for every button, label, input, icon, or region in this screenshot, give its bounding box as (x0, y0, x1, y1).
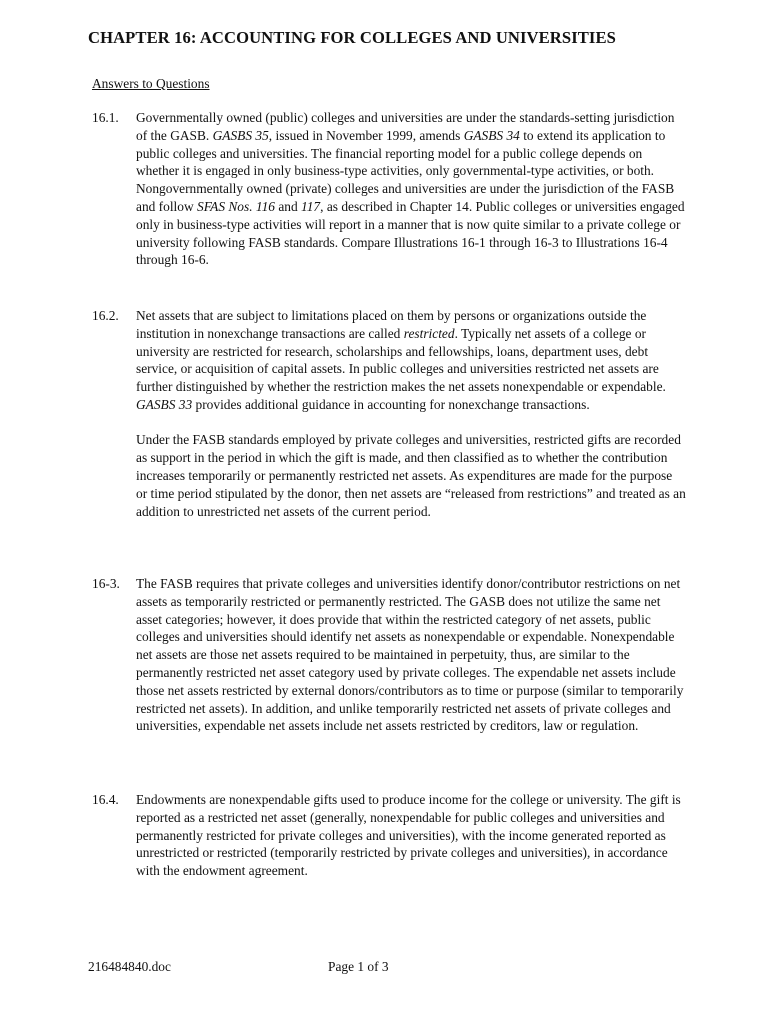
italic-citation: GASBS 34 (463, 127, 520, 143)
question-number: 16-3. (92, 576, 120, 591)
question-number: 16.1. (92, 110, 119, 125)
question-16-3 (92, 575, 692, 735)
footer-filename: 216484840.doc (88, 959, 171, 974)
answer-paragraph (136, 307, 686, 414)
question-16-1 (92, 109, 692, 269)
answer-paragraph (136, 109, 686, 269)
footer-page-number: Page 1 of 3 (328, 959, 389, 974)
italic-citation: GASBS 33 (136, 396, 193, 412)
text-run: Under the FASB standards employed by private colleges and universities, restricted gifts are recorded as support in the period in which the gift is made, and then classified as to whether the contribution increases temporarily or permanently restricted net assets. As expenditures are made for the purpose or time period stipulated by the donor, then net assets are “released from restrictions” and treated as an addition to unrestricted net assets of the current period. (136, 432, 686, 519)
section-subheading: Answers to Questions (92, 76, 210, 91)
text-run: Governmentally owned (public) colleges and universities are under the standards-setting jurisdiction of the GASB. (136, 110, 675, 143)
answer-paragraph (136, 791, 686, 880)
chapter-title: CHAPTER 16: ACCOUNTING FOR COLLEGES AND UNIVERSITIES (88, 28, 616, 47)
text-run: , issued in November 1999, amends (268, 127, 464, 143)
text-run: Net assets that are subject to limitations placed on them by persons or organizations outside the institution in nonexchange transactions are called (136, 308, 647, 341)
text-run: provides additional guidance in accounting for nonexchange transactions. (192, 396, 590, 412)
question-number: 16.4. (92, 792, 119, 807)
answer-paragraph (136, 575, 686, 735)
italic-citation: 117 (301, 198, 321, 214)
answer-paragraph (136, 431, 686, 520)
text-run: to extend its application to public colleges and universities. The financial reporting model for a public college depends on whether it is engaged in only business-type activities, only governmental-type activities, or both. Nongovernmentally owned (private) colleges and universities are under the jurisdiction of the FASB and follow (136, 127, 675, 214)
question-16-4 (92, 791, 692, 880)
italic-citation: SFAS Nos. 116 (197, 198, 275, 214)
text-run: and (275, 198, 302, 214)
text-run: , as described in Chapter 14. Public colleges or universities engaged only in business-type activities will report in a manner that is now quite similar to a private college or university following FASB standards. Compare Illustrations 16-1 through 16-3 to Illustrations 16-4 through 16-6. (136, 198, 685, 268)
text-run: The FASB requires that private colleges and universities identify donor/contributor restrictions on net assets as temporarily restricted or permanently restricted. The GASB does not utilize the same net asset categories; however, it does provide that within the restricted category of net assets, public colleges and universities should identify net assets as nonexpendable or expendable. Nonexpendable net assets are those net assets required to be maintained in perpetuity, thus, are similar to the permanently restricted net asset category used by private colleges. The expendable net assets include those net assets restricted by external donors/contributors as to time or purpose (similar to temporarily restricted net assets). In addition, and unlike temporarily restricted net assets of private colleges and universities, expendable net assets include net assets restricted by creditors, law or regulation. (136, 576, 684, 734)
question-16-2 (92, 307, 692, 520)
italic-citation: GASBS 35 (212, 127, 269, 143)
question-number: 16.2. (92, 308, 119, 323)
text-run: Endowments are nonexpendable gifts used to produce income for the college or university. The gift is reported as a restricted net asset (generally, nonexpendable for public colleges and universities and permanently restricted for private colleges and universities), with the income generated reported as unrestricted or restricted (temporarily restricted by private colleges and universities), in accordance with the endowment agreement. (136, 792, 681, 879)
italic-citation: restricted (403, 325, 455, 341)
text-run: . Typically net assets of a college or university are restricted for research, scholarships and fellowships, loans, department uses, debt service, or acquisition of capital assets. In public colleges and universities restricted net assets are further distinguished by whether the restriction makes the net assets nonexpendable or expendable. (136, 325, 666, 395)
